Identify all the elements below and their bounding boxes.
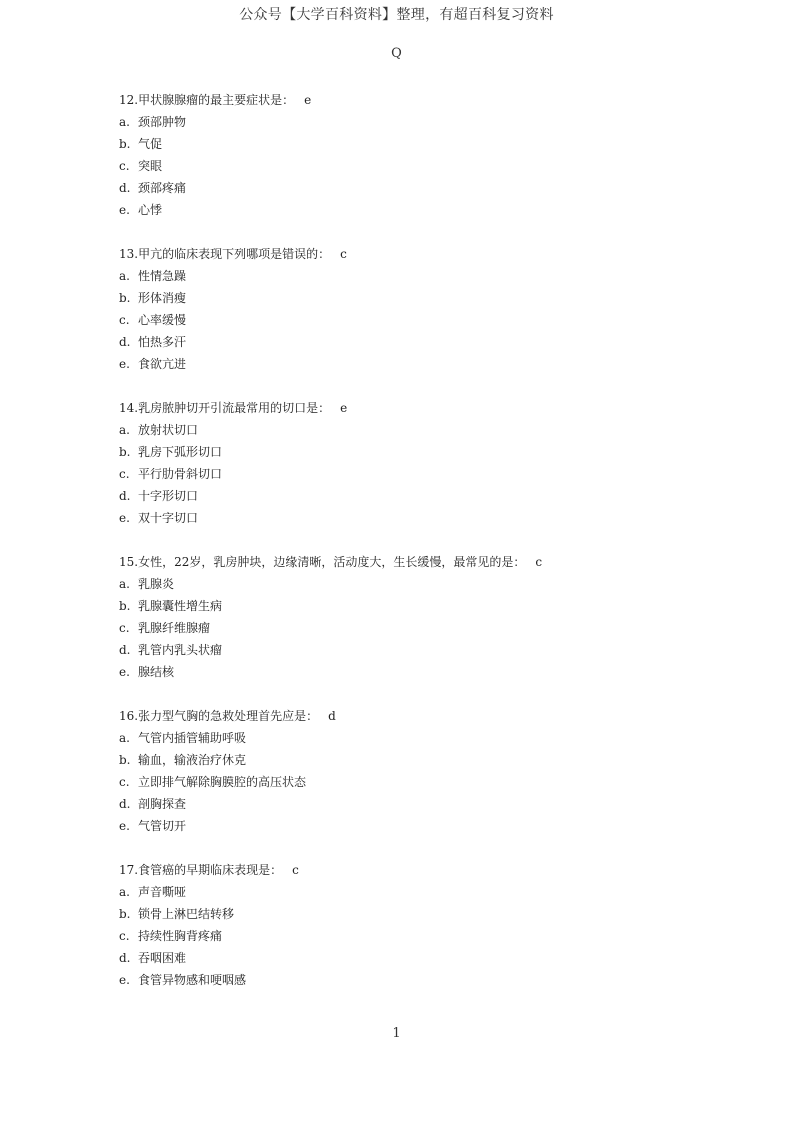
question-text: 16.张力型气胸的急救处理首先应是： <box>119 709 319 723</box>
option-text: 乳管内乳头状瘤 <box>138 643 223 657</box>
option-key: e. <box>119 973 130 987</box>
option-text: 怕热多汗 <box>138 335 187 349</box>
question-block <box>119 89 719 221</box>
option-item <box>119 331 719 353</box>
option-item <box>119 265 719 287</box>
option-text: 剖胸探查 <box>138 797 187 811</box>
option-key: b. <box>119 291 131 305</box>
option-item <box>119 419 719 441</box>
option-item <box>119 881 719 903</box>
option-text: 形体消瘦 <box>138 291 187 305</box>
option-item <box>119 199 719 221</box>
option-text: 腺结核 <box>138 665 175 679</box>
option-item <box>119 639 719 661</box>
option-item <box>119 749 719 771</box>
option-item <box>119 111 719 133</box>
question-block <box>119 859 719 991</box>
question-block <box>119 397 719 529</box>
page-number: 1 <box>392 1026 401 1041</box>
option-item <box>119 441 719 463</box>
option-key: b. <box>119 599 131 613</box>
option-key: a. <box>119 577 130 591</box>
option-text: 双十字切口 <box>138 511 199 525</box>
option-item <box>119 485 719 507</box>
question-text: 15.女性，22岁，乳房肿块，边缘清晰，活动度大，生长缓慢，最常见的是： <box>119 555 526 569</box>
option-key: a. <box>119 885 130 899</box>
option-text: 乳腺囊性增生病 <box>138 599 223 613</box>
question-stem <box>119 705 719 727</box>
question-text: 14.乳房脓肿切开引流最常用的切口是： <box>119 401 331 415</box>
option-item <box>119 727 719 749</box>
option-item <box>119 309 719 331</box>
option-key: e. <box>119 203 130 217</box>
option-text: 气管内插管辅助呼吸 <box>138 731 247 745</box>
option-text: 心悸 <box>138 203 163 217</box>
page-header: 公众号【大学百科资料】整理，有超百科复习资料 <box>239 7 554 23</box>
option-item <box>119 903 719 925</box>
option-key: b. <box>119 753 131 767</box>
option-key: a. <box>119 731 130 745</box>
option-text: 乳房下弧形切口 <box>138 445 223 459</box>
option-text: 食管异物感和哽咽感 <box>138 973 247 987</box>
option-key: d. <box>119 335 131 349</box>
option-item <box>119 617 719 639</box>
option-key: d. <box>119 643 131 657</box>
question-stem <box>119 397 719 419</box>
option-text: 锁骨上淋巴结转移 <box>138 907 235 921</box>
option-key: a. <box>119 423 130 437</box>
option-item <box>119 947 719 969</box>
option-text: 十字形切口 <box>138 489 199 503</box>
question-text: 13.甲亢的临床表现下列哪项是错误的： <box>119 247 331 261</box>
question-block <box>119 243 719 375</box>
option-key: c. <box>119 467 130 481</box>
option-key: e. <box>119 819 130 833</box>
question-block <box>119 705 719 837</box>
answer-letter: c <box>535 555 543 569</box>
question-stem <box>119 243 719 265</box>
option-key: c. <box>119 313 130 327</box>
option-item <box>119 507 719 529</box>
question-stem <box>119 859 719 881</box>
option-item <box>119 925 719 947</box>
option-key: d. <box>119 181 131 195</box>
answer-letter: d <box>328 709 336 723</box>
option-key: e. <box>119 357 130 371</box>
option-key: c. <box>119 159 130 173</box>
option-key: b. <box>119 907 131 921</box>
option-key: c. <box>119 929 130 943</box>
option-key: b. <box>119 137 131 151</box>
option-key: d. <box>119 489 131 503</box>
option-text: 平行肋骨斜切口 <box>138 467 223 481</box>
option-text: 放射状切口 <box>138 423 199 437</box>
answer-letter: c <box>292 863 299 877</box>
option-key: b. <box>119 445 131 459</box>
option-text: 吞咽困难 <box>138 951 187 965</box>
answer-letter: e <box>340 401 348 415</box>
question-text: 12.甲状腺腺瘤的最主要症状是： <box>119 93 295 107</box>
option-text: 乳腺炎 <box>138 577 175 591</box>
question-block <box>119 551 719 683</box>
option-item <box>119 573 719 595</box>
option-text: 气管切开 <box>138 819 187 833</box>
option-item <box>119 353 719 375</box>
option-text: 持续性胸背疼痛 <box>138 929 223 943</box>
option-key: a. <box>119 115 130 129</box>
option-text: 突眼 <box>138 159 163 173</box>
option-item <box>119 463 719 485</box>
option-key: d. <box>119 797 131 811</box>
option-text: 颈部肿物 <box>138 115 187 129</box>
question-text: 17.食管癌的早期临床表现是： <box>119 863 283 877</box>
option-item <box>119 155 719 177</box>
option-text: 声音嘶哑 <box>138 885 187 899</box>
option-item <box>119 177 719 199</box>
option-text: 气促 <box>138 137 163 151</box>
option-item <box>119 661 719 683</box>
option-item <box>119 793 719 815</box>
option-key: c. <box>119 621 130 635</box>
option-item <box>119 815 719 837</box>
option-key: e. <box>119 511 130 525</box>
option-text: 食欲亢进 <box>138 357 187 371</box>
option-text: 性情急躁 <box>138 269 187 283</box>
option-key: a. <box>119 269 130 283</box>
option-key: e. <box>119 665 130 679</box>
option-key: d. <box>119 951 131 965</box>
answer-letter: c <box>340 247 347 261</box>
option-item <box>119 133 719 155</box>
option-item <box>119 595 719 617</box>
page-mark: Q <box>391 46 402 61</box>
question-stem <box>119 89 719 111</box>
question-stem <box>119 551 719 573</box>
option-item <box>119 287 719 309</box>
answer-letter: e <box>304 93 312 107</box>
option-text: 立即排气解除胸膜腔的高压状态 <box>138 775 307 789</box>
option-text: 乳腺纤维腺瘤 <box>138 621 211 635</box>
option-text: 输血，输液治疗休克 <box>138 753 247 767</box>
option-text: 颈部疼痛 <box>138 181 187 195</box>
option-text: 心率缓慢 <box>138 313 187 327</box>
option-item <box>119 771 719 793</box>
option-key: c. <box>119 775 130 789</box>
option-item <box>119 969 719 991</box>
